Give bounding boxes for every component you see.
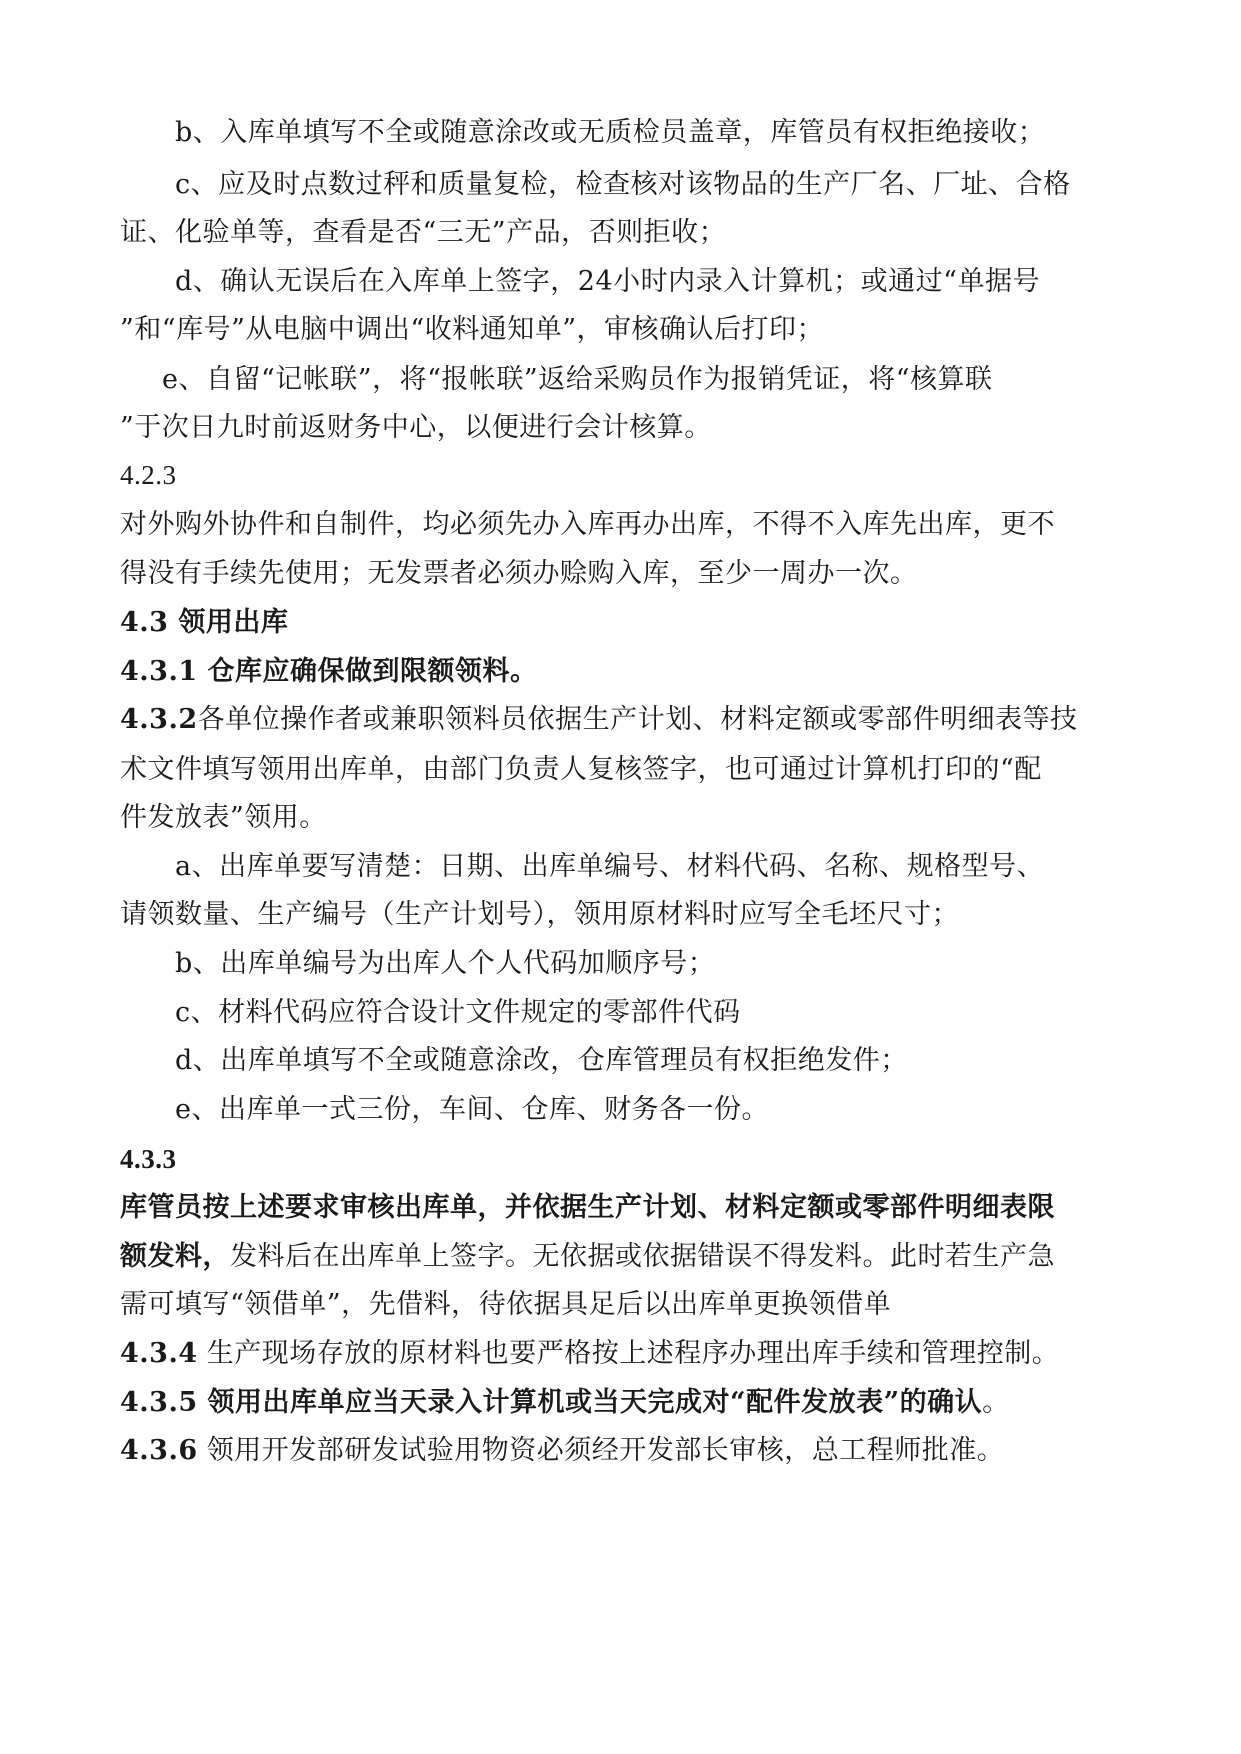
section-number: 4.3.2 (120, 704, 198, 735)
text-line: e、自留“记帐联”，将“报帐联”返给采购员作为报销凭证，将“核算联 (162, 364, 993, 395)
section-heading: 4.3.1 仓库应确保做到限额领料。 (120, 656, 538, 687)
section-number: 4.3.4 (120, 1338, 198, 1369)
text-line: a、出库单要写清楚：日期、出库单编号、材料代码、名称、规格型号、 (175, 851, 1045, 882)
text-line: 对外购外协件和自制件，均必须先办入库再办出库，不得不入库先出库，更不 (120, 509, 1055, 540)
text-span: 发料后在出库单上签字。无依据或依据错误不得发料。此时若生产急 (230, 1241, 1055, 1272)
text-line: ”和“库号”从电脑中调出“收料通知单”，审核确认后打印； (120, 314, 825, 345)
text-line: 库管员按上述要求审核出库单，并依据生产计划、材料定额或零部件明细表限 (120, 1192, 1055, 1223)
text-span: 额发料， (120, 1241, 230, 1272)
text-line: 请领数量、生产编号（生产计划号），领用原材料时应写全毛坯尺寸； (120, 899, 959, 930)
text-span: 生产现场存放的原材料也要严格按上述程序办理出库手续和管理控制。 (197, 1338, 1060, 1369)
text-line: 证、化验单等，查看是否“三无”产品，否则拒收； (120, 217, 727, 248)
text-line: e、出库单一式三份，车间、仓库、财务各一份。 (175, 1094, 769, 1125)
text-span: 各单位操作者或兼职领料员依据生产计划、材料定额或零部件明细表等技 (197, 704, 1078, 735)
text-line (120, 1334, 1059, 1374)
section-number: 4.2.3 (120, 460, 177, 490)
text-line: 需可填写“领借单”，先借料，待依据具足后以出库单更换领借单 (120, 1289, 892, 1320)
section-number: 4.3.3 (120, 1144, 177, 1174)
text-line: ”于次日九时前返财务中心，以便进行会计核算。 (120, 412, 712, 443)
text-span: 。 (982, 1387, 1010, 1418)
text-line: d、确认无误后在入库单上签字，24小时内录入计算机；或通过“单据号 (175, 266, 1040, 297)
text-line: 件发放表”领用。 (120, 802, 327, 833)
text-line: 术文件填写领用出库单，由部门负责人复核签字，也可通过计算机打印的“配 (120, 754, 1042, 785)
text-line: d、出库单填写不全或随意涂改，仓库管理员有权拒绝发件； (175, 1045, 908, 1076)
section-number: 4.3.6 (120, 1435, 198, 1466)
text-span: 领用开发部研发试验用物资必须经开发部长审核，总工程师批准。 (197, 1435, 1005, 1466)
text-line: 得没有手续先使用；无发票者必须办赊购入库，至少一周办一次。 (120, 558, 918, 589)
text-span: 4.3.5 领用出库单应当天录入计算机或当天完成对“配件发放表”的确认 (120, 1387, 983, 1418)
text-line (120, 1431, 1004, 1471)
text-line: c、材料代码应符合设计文件规定的零部件代码 (175, 997, 741, 1028)
text-line (120, 1237, 1055, 1277)
text-line: c、应及时点数过秤和质量复检，检查核对该物品的生产厂名、厂址、合格 (175, 169, 1071, 200)
section-heading: 4.3 领用出库 (120, 607, 289, 638)
text-line (120, 1383, 1010, 1423)
text-line: b、出库单编号为出库人个人代码加顺序号； (175, 948, 716, 979)
text-line: b、入库单填写不全或随意涂改或无质检员盖章，库管员有权拒绝接收； (175, 117, 1046, 148)
text-line (120, 700, 1078, 740)
